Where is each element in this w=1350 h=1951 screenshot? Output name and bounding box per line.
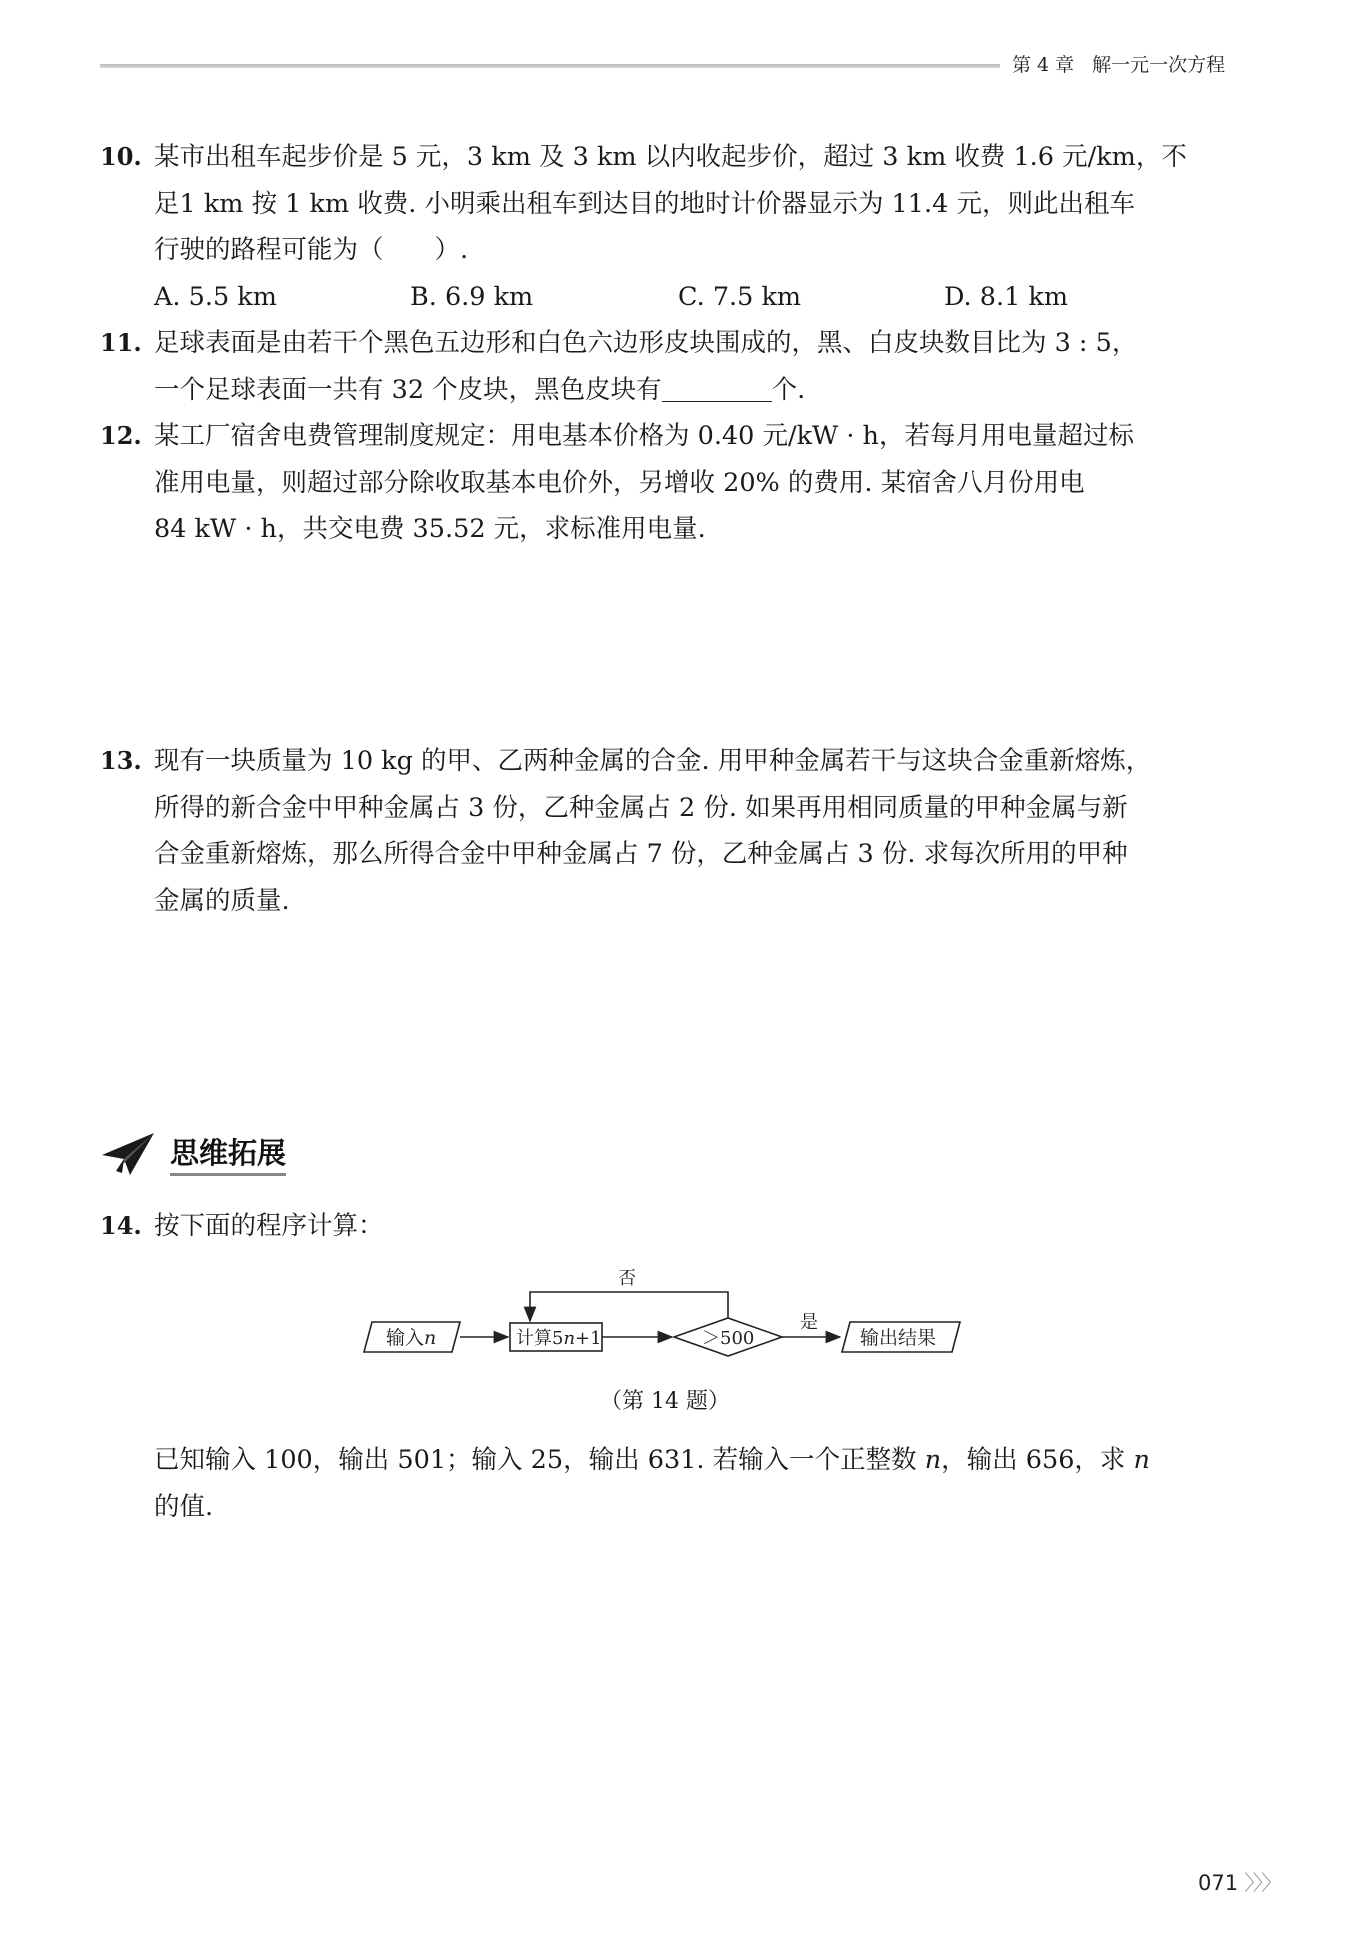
- question-number: 10.: [100, 142, 142, 171]
- question-text-line: [100, 367, 1240, 414]
- question-number: 12.: [100, 421, 142, 450]
- question-12: [100, 413, 1240, 553]
- option-d[interactable]: D. 8.1 km: [944, 281, 1069, 312]
- decision-condition: ＞500: [702, 1328, 755, 1349]
- page-footer: [1198, 1867, 1280, 1897]
- question-text-line: 现有一块质量为 10 kg 的甲、乙两种金属的合金. 用甲种金属若干与这块合金重新熔炼，: [154, 746, 1152, 776]
- decision-node: [674, 1318, 782, 1356]
- question-13: [100, 738, 1240, 924]
- variable-n: n: [924, 1445, 942, 1475]
- output-label: 输出结果: [860, 1327, 937, 1349]
- figure-caption: （第 14 题）: [600, 1389, 730, 1414]
- page-number: 071: [1198, 1871, 1239, 1895]
- section-title: 思维拓展: [170, 1131, 286, 1176]
- option-b[interactable]: B. 6.9 km: [410, 281, 534, 312]
- question-text-line: 金属的质量.: [154, 885, 290, 916]
- section-heading: [100, 1128, 286, 1178]
- compute-prefix: 计算5: [516, 1328, 564, 1349]
- question-10: [100, 134, 1240, 320]
- answer-options: [100, 274, 1240, 320]
- chapter-title: 解一元一次方程: [1092, 54, 1226, 76]
- question-text-line: 84 kW · h，共交电费 35.52 元，求标准用电量.: [154, 514, 706, 544]
- svg-text:计算5n+1: [516, 1328, 602, 1349]
- no-label: 否: [618, 1268, 636, 1289]
- text-segment: ，输出 656，求: [941, 1445, 1134, 1475]
- output-node: [842, 1322, 960, 1352]
- question-text-line: 足1 km 按 1 km 收费. 小明乘出租车到达目的地时计价器显示为 11.4 元，则此出租车: [154, 188, 1135, 219]
- svg-text:输入n: [386, 1327, 436, 1349]
- arrow-no-loop: [530, 1292, 728, 1321]
- question-number: 11.: [100, 328, 142, 357]
- text-segment: 已知输入 100，输出 501；输入 25，输出 631. 若输入一个正整数: [154, 1445, 925, 1475]
- question-text-line: 的值.: [154, 1491, 214, 1522]
- input-variable: n: [424, 1327, 437, 1349]
- header-rule: [100, 64, 1000, 68]
- question-text-line: 所得的新合金中甲种金属占 3 份，乙种金属占 2 份. 如果再用相同质量的甲种金属与新: [154, 792, 1128, 823]
- question-text-line: 某市出租车起步价是 5 元，3 km 及 3 km 以内收起步价，超过 3 km 收费 1.6 元/km，不: [154, 142, 1187, 172]
- compute-suffix: +1: [575, 1328, 602, 1349]
- paper-plane-icon: [100, 1129, 156, 1177]
- question-number: 13.: [100, 746, 142, 775]
- question-text-line: 行驶的路程可能为（ ）.: [154, 235, 469, 265]
- question-14-body: [154, 1437, 1150, 1530]
- program-flowchart: [360, 1268, 980, 1368]
- question-text-before-blank: 一个足球表面一共有 32 个皮块，黑色皮块有: [154, 374, 662, 405]
- question-text-line: 按下面的程序计算：: [154, 1211, 384, 1241]
- question-number: 14.: [100, 1211, 142, 1240]
- question-text-line: 合金重新熔炼，那么所得合金中甲种金属占 7 份，乙种金属占 3 份. 求每次所用的甲种: [154, 839, 1128, 869]
- question-text-after-blank: 个.: [771, 374, 806, 405]
- chapter-number: 第 4 章: [1012, 54, 1075, 76]
- compute-node: [510, 1323, 602, 1351]
- option-a[interactable]: A. 5.5 km: [154, 281, 277, 312]
- yes-label: 是: [800, 1312, 818, 1333]
- input-label: 输入: [386, 1327, 425, 1349]
- option-c[interactable]: C. 7.5 km: [678, 281, 802, 312]
- chevron-right-icon: 〉〉〉: [1244, 1871, 1281, 1895]
- fill-in-blank[interactable]: [662, 371, 772, 402]
- compute-variable: n: [563, 1328, 576, 1349]
- question-text-line: 准用电量，则超过部分除收取基本电价外，另增收 20% 的费用. 某宿舍八月份用电: [154, 467, 1085, 498]
- question-text-line: 足球表面是由若干个黑色五边形和白色六边形皮块围成的，黑、白皮块数目比为 3 : 5，: [154, 328, 1138, 358]
- variable-n: n: [1133, 1445, 1150, 1475]
- running-head: [1012, 50, 1225, 77]
- question-14: [100, 1203, 1240, 1250]
- question-11: [100, 320, 1240, 413]
- question-text-line: [154, 1437, 1150, 1484]
- question-text-line: 某工厂宿舍电费管理制度规定：用电基本价格为 0.40 元/kW · h，若每月用电量超过标: [154, 421, 1134, 451]
- input-node: [364, 1322, 460, 1352]
